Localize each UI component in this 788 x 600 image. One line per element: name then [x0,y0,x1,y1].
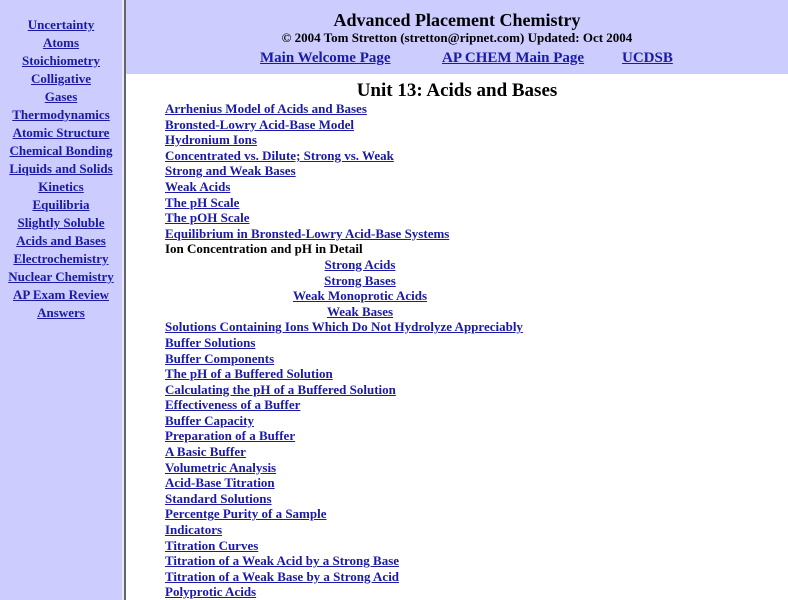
sidebar-item-electrochemistry [0,250,122,268]
topic-link[interactable]: Calculating the pH of a Buffered Solution [165,381,396,397]
list-item [165,382,785,398]
list-item [165,273,785,289]
list-item [165,553,785,569]
sidebar-item-gases [0,88,122,106]
sidebar-item-atomic-structure [0,124,122,142]
list-item [165,226,785,242]
sidebar-link[interactable]: Stoichiometry [22,53,100,68]
sidebar-link[interactable]: Gases [44,89,78,104]
sidebar-item-acids-and-bases [0,232,122,250]
sidebar-item-chemical-bonding [0,142,122,160]
topic-link[interactable]: Titration of a Weak Acid by a Strong Base [165,553,400,569]
topic-link[interactable]: The pH Scale [165,194,240,210]
subtopic-link[interactable]: Strong Bases [324,272,396,288]
topic-link[interactable]: Percentge Purity of a Sample [165,506,327,522]
topic-link[interactable]: A Basic Buffer [165,444,246,460]
sidebar-item-kinetics [0,178,122,196]
list-item [165,584,785,600]
list-item [165,413,785,429]
subtopic-wrapper [165,257,555,273]
list-item [165,117,785,133]
list-item [165,444,785,460]
list-item [165,475,785,491]
copyright-line: © 2004 Tom Stretton (stretton@ripnet.com) Updated: Oct 2004 [281,30,633,45]
topic-link[interactable]: The pH of a Buffered Solution [165,366,333,382]
section-heading: Ion Concentration and pH in Detail [165,241,363,257]
list-item [165,335,785,351]
header [126,0,788,74]
topic-link[interactable]: Indicators [165,522,223,538]
sidebar-link[interactable]: Atomic Structure [12,125,110,140]
topic-link[interactable]: Hydronium Ions [165,132,257,148]
sidebar-item-uncertainty [0,16,122,34]
sidebar-item-colligative [0,70,122,88]
list-item [165,148,785,164]
topic-link[interactable]: Solutions Containing Ions Which Do Not Hydrolyze Appreciably [165,319,523,335]
sidebar-link[interactable]: Acids and Bases [16,233,106,248]
topic-link[interactable]: Buffer Solutions [165,334,256,350]
list-item [165,101,785,117]
subtopic-wrapper [165,304,555,320]
list-item [165,179,785,195]
sidebar-item-atoms [0,34,122,52]
sidebar-item-liquids-and-solids [0,160,122,178]
sidebar-item-answers [0,304,122,322]
list-item [165,319,785,335]
topic-link[interactable]: Concentrated vs. Dilute; Strong vs. Weak [165,147,394,163]
list-item [165,460,785,476]
subtopic-link[interactable]: Weak Monoprotic Acids [292,288,428,304]
topic-list [165,101,785,600]
sidebar-link[interactable]: Colligative [31,71,91,86]
subtopic-link[interactable]: Strong Acids [324,256,396,272]
topic-link[interactable]: Buffer Components [165,350,275,366]
sidebar [0,0,122,600]
sidebar-link[interactable]: Kinetics [38,179,84,194]
list-item [165,288,785,304]
sidebar-link[interactable]: Equilibria [32,197,90,212]
list-item [165,257,785,273]
sidebar-link[interactable]: Slightly Soluble [17,215,105,230]
sidebar-link[interactable]: Answers [37,305,85,320]
subtopic-wrapper [165,273,555,289]
sidebar-link[interactable]: Chemical Bonding [9,143,113,158]
topic-link[interactable]: Weak Acids [165,178,231,194]
list-item [165,538,785,554]
sidebar-link[interactable]: AP Exam Review [12,287,110,302]
list-item [165,132,785,148]
list-item [165,195,785,211]
list-item [165,397,785,413]
topic-link[interactable]: Polyprotic Acids [165,584,257,600]
sidebar-item-stoichiometry [0,52,122,70]
topic-link[interactable]: Titration Curves [165,537,259,553]
list-item [165,366,785,382]
topic-link[interactable]: Preparation of a Buffer [165,428,296,444]
list-item [165,491,785,507]
list-item [165,163,785,179]
list-item [165,304,785,320]
list-item [165,241,785,257]
list-item [165,569,785,585]
sidebar-link[interactable]: Uncertainty [27,17,95,32]
topic-link[interactable]: Acid-Base Titration [165,475,275,491]
topic-link[interactable]: Standard Solutions [165,490,272,506]
topic-link[interactable]: Titration of a Weak Base by a Strong Acid [165,568,400,584]
topic-link[interactable]: Bronsted-Lowry Acid-Base Model [165,116,354,132]
sidebar-link[interactable]: Electrochemistry [13,251,109,266]
sidebar-item-slightly-soluble [0,214,122,232]
topic-link[interactable]: The pOH Scale [165,210,250,226]
sidebar-item-ap-exam-review [0,286,122,304]
topic-link[interactable]: Volumetric Analysis [165,459,277,475]
sidebar-item-thermodynamics [0,106,122,124]
subtopic-link[interactable]: Weak Bases [326,303,394,319]
sidebar-link[interactable]: Atoms [42,35,80,50]
list-item [165,522,785,538]
sidebar-link[interactable]: Thermodynamics [12,107,110,122]
sidebar-link[interactable]: Nuclear Chemistry [8,269,114,284]
topic-link[interactable]: Buffer Capacity [165,412,254,428]
list-item [165,428,785,444]
header-nav [126,48,788,70]
sidebar-link[interactable]: Liquids and Solids [9,161,113,176]
sidebar-item-equilibria [0,196,122,214]
sidebar-item-nuclear-chemistry [0,268,122,286]
ucdsb-link[interactable]: UCDSB [622,50,673,66]
topic-link[interactable]: Equilibrium in Bronsted-Lowry Acid-Base Systems [165,225,450,241]
topic-link[interactable]: Strong and Weak Bases [165,163,296,179]
topic-link[interactable]: Effectiveness of a Buffer [165,397,301,413]
subtopic-wrapper [165,288,555,304]
site-title: Advanced Placement Chemistry [333,10,581,30]
topic-link[interactable]: Arrhenius Model of Acids and Bases [165,101,367,116]
list-item [165,506,785,522]
page-title: Unit 13: Acids and Bases [356,80,558,101]
sidebar-nav [0,0,122,322]
main-welcome-page-link[interactable]: Main Welcome Page [260,50,391,66]
ap-chem-main-page-link[interactable]: AP CHEM Main Page [442,50,585,66]
list-item [165,210,785,226]
list-item [165,351,785,367]
